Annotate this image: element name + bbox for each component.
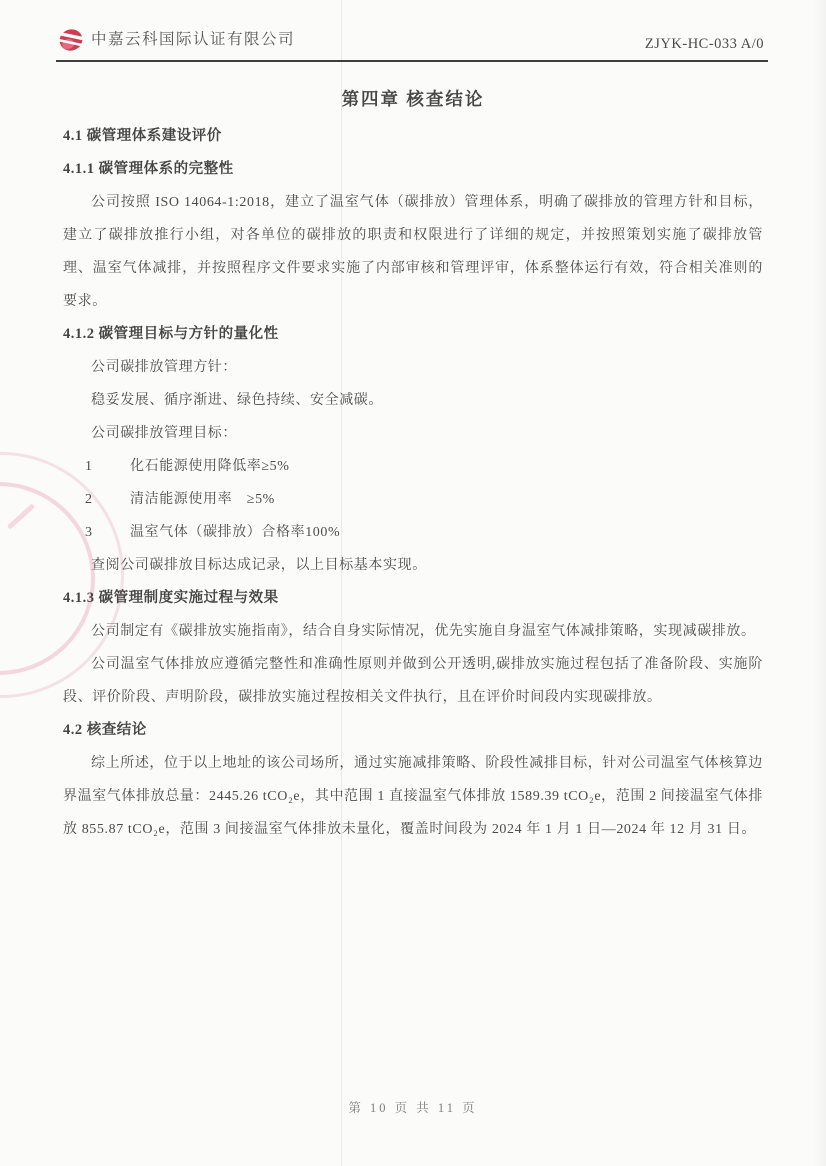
section-4-1-3-paragraph-1: 公司制定有《碳排放实施指南》，结合自身实际情况，优先实施自身温室气体减排策略，实现减碳排放。 [91, 624, 756, 639]
policy-text: 稳妥发展、循序渐进、绿色持续、安全减碳。 [91, 393, 383, 408]
company-logo-icon [56, 25, 86, 55]
section-4-2-paragraph: 综上所述，位于以上地址的该公司场所，通过实施减排策略、阶段性减排目标，针对公司温室气体核算边界温室气体排放总量：2445.26 tCO₂e，其中范围 1 直接温室气体排放 1589.39 tCO₂e，范围 2 间接温室气体排放 855.87 tCO₂e，范围 3 间接温室气体排放未量化，覆盖时间段为 2024 年 1 月 1 日—2024 年 12 月 31 日。 [63, 756, 763, 837]
page-footer [0, 1098, 826, 1116]
goal-review-line: 查阅公司碳排放目标达成记录，以上目标基本实现。 [91, 558, 427, 573]
goal-number: 1 [85, 459, 93, 474]
policy-label: 公司碳排放管理方针： [91, 360, 237, 375]
page-number: 第 10 页 共 11 页 [348, 1101, 478, 1115]
section-4-1-1-paragraph: 公司按照 ISO 14064-1:2018，建立了温室气体（碳排放）管理体系，明确了碳排放的管理方针和目标，建立了碳排放推行小组，对各单位的碳排放的职责和权限进行了详细的规定，并按照策划实施了碳排放管理、温室气体减排，并按照程序文件要求实施了内部审核和管理评审，体系整体运行有效，符合相关准则的要求。 [63, 195, 763, 309]
goal-number: 2 [85, 492, 93, 507]
chapter-title: 第四章 核查结论 [341, 89, 485, 109]
scan-edge-shadow [812, 0, 826, 1166]
section-4-1-3-paragraph-2: 公司温室气体排放应遵循完整性和准确性原则并做到公开透明,碳排放实施过程包括了准备阶段、实施阶段、评价阶段、声明阶段，碳排放实施过程按相关文件执行，且在评价时间段内实现碳排放。 [63, 657, 763, 705]
company-brand [56, 23, 295, 53]
document-body [63, 64, 763, 846]
section-4-1-1-heading: 4.1.1 碳管理体系的完整性 [63, 161, 234, 177]
goal-item-3 [63, 516, 763, 549]
company-name: 中嘉云科国际认证有限公司 [91, 31, 296, 48]
document-code: ZJYK-HC-033 A/0 [644, 36, 764, 52]
section-4-1-heading: 4.1 碳管理体系建设评价 [63, 128, 222, 144]
goal-text: 温室气体（碳排放）合格率100% [130, 525, 341, 540]
page-header [56, 0, 768, 62]
goal-number: 3 [85, 525, 93, 540]
target-label: 公司碳排放管理目标： [91, 426, 237, 441]
goal-item-1 [63, 450, 763, 483]
goal-text: 化石能源使用降低率≥5% [130, 459, 290, 474]
section-4-2-heading: 4.2 核查结论 [63, 722, 147, 738]
section-4-1-2-heading: 4.1.2 碳管理目标与方针的量化性 [63, 326, 279, 342]
goal-item-2 [63, 483, 763, 516]
section-4-1-3-heading: 4.1.3 碳管理制度实施过程与效果 [63, 590, 279, 606]
red-seal-fragment-mark [7, 503, 36, 529]
goal-text: 清洁能源使用率 ≥5% [130, 492, 275, 507]
